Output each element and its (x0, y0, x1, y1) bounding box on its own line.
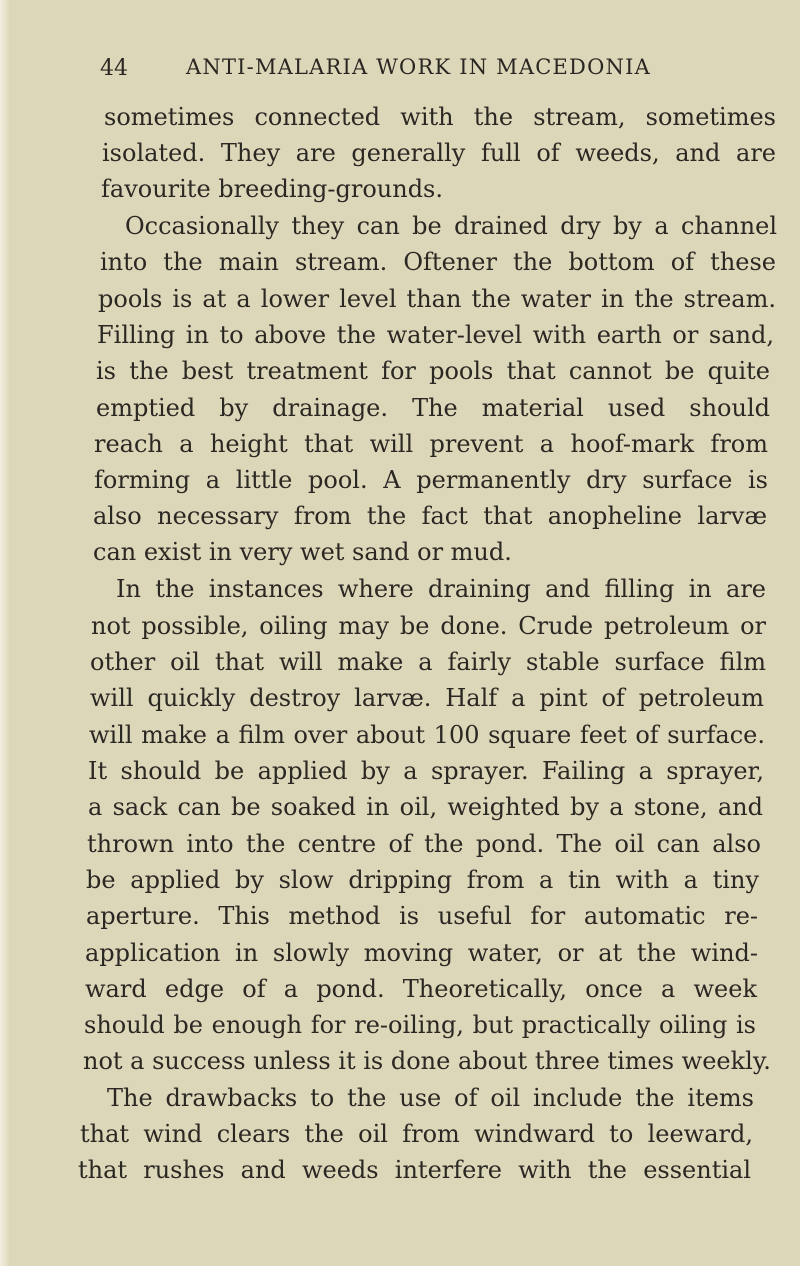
page-number: 44 (100, 56, 128, 81)
text-line: should be enough for re-oiling, but practically oiling is (84, 1011, 756, 1039)
text-line: reach a height that will prevent a hoof-mark from (94, 430, 768, 458)
text-line: a sack can be soaked in oil, weighted by a stone, and (88, 793, 763, 821)
text-line: The drawbacks to the use of oil include the items (107, 1084, 754, 1112)
text-line: is the best treatment for pools that cannot be quite (96, 357, 770, 385)
text-line: can exist in very wet sand or mud. (93, 538, 512, 566)
running-title: ANTI-MALARIA WORK IN MACEDONIA (186, 55, 651, 79)
text-line: ward edge of a pond. Theoretically, once a week (85, 975, 757, 1003)
text-line: In the instances where draining and filling in are (116, 575, 766, 603)
text-line: not a success unless it is done about three times weekly. (83, 1047, 771, 1075)
text-line: Occasionally they can be drained dry by a channel (125, 212, 777, 240)
text-line: be applied by slow dripping from a tin with a tiny (86, 866, 759, 894)
text-line: that rushes and weeds interfere with the essential (78, 1156, 751, 1184)
text-line: sometimes connected with the stream, sometimes (104, 103, 776, 131)
text-line: will make a film over about 100 square feet of surface. (89, 721, 765, 749)
text-line: Filling in to above the water-level with earth or sand, (97, 321, 774, 349)
text-line: not possible, oiling may be done. Crude petroleum or (91, 612, 766, 640)
text-line: will quickly destroy larvæ. Half a pint of petroleum (90, 684, 764, 712)
text-line: It should be applied by a sprayer. Failing a sprayer, (88, 757, 764, 785)
text-line: aperture. This method is useful for automatic re- (86, 902, 758, 930)
text-line: thrown into the centre of the pond. The oil can also (87, 830, 761, 858)
text-line: forming a little pool. A permanently dry surface is (94, 466, 768, 494)
text-line: also necessary from the fact that anopheline larvæ (93, 502, 767, 530)
text-line: emptied by drainage. The material used should (96, 394, 770, 422)
text-line: isolated. They are generally full of weeds, and are (102, 139, 776, 167)
text-line: favourite breeding-grounds. (101, 175, 443, 203)
text-line: other oil that will make a fairly stable surface film (90, 648, 766, 676)
text-line: pools is at a lower level than the water in the stream. (98, 285, 776, 313)
text-line: that wind clears the oil from windward to leeward, (80, 1120, 753, 1148)
text-line: into the main stream. Oftener the bottom of these (100, 248, 776, 276)
text-line: application in slowly moving water, or at the wind- (85, 939, 758, 967)
